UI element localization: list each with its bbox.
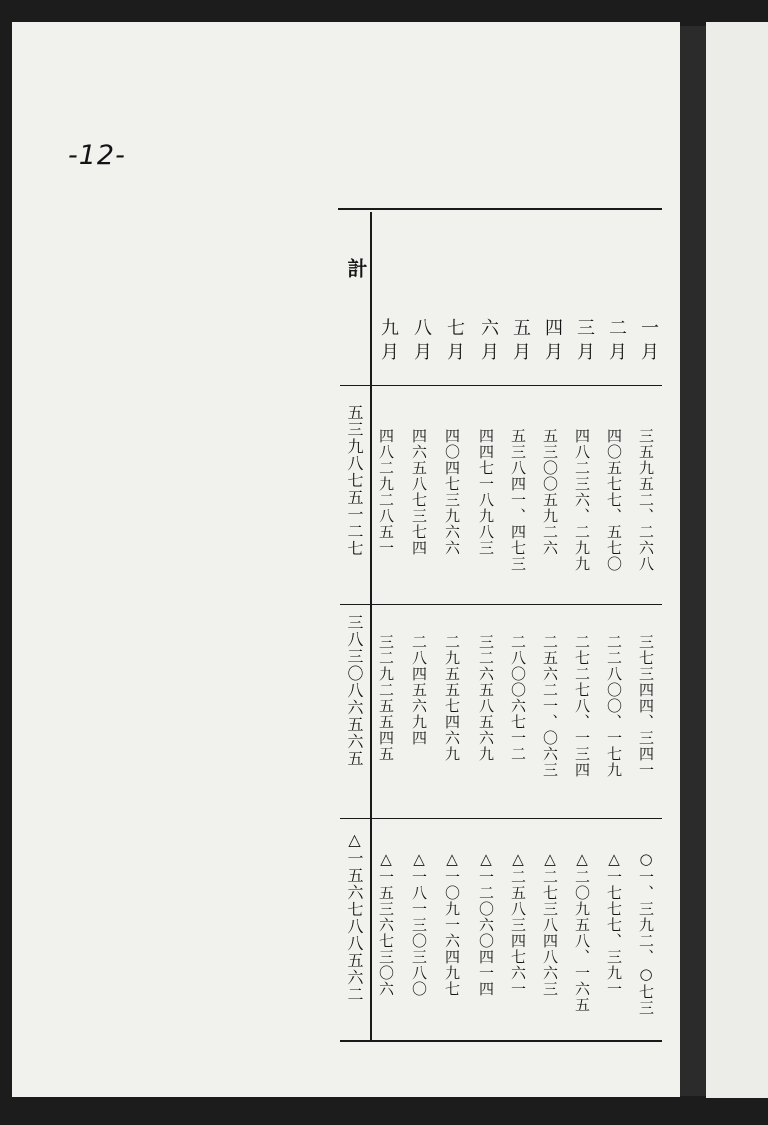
month-label: 九月: [378, 318, 399, 366]
value-cell: △二七三八四八六三: [541, 850, 559, 997]
value-cell: 三二九二五五四五: [377, 634, 395, 762]
month-label: 七月: [444, 318, 465, 366]
value-cell: 二八四五六九四: [410, 634, 428, 746]
value-cell: 二五六二一、〇六三: [541, 634, 559, 778]
month-label: 五月: [510, 318, 531, 366]
table-top-rule: [338, 208, 662, 210]
value-cell: △二〇九五八、一六五: [573, 850, 591, 1013]
value-cell: 二九五五七四六九: [443, 634, 461, 762]
month-label: 三月: [574, 318, 595, 366]
total-cell: 五三九八七五一二七: [345, 404, 364, 557]
total-column-header: 計: [344, 258, 368, 278]
value-cell: 四六五八七三七四: [410, 428, 428, 556]
value-cell: △一二〇六〇四一四: [477, 850, 495, 997]
table-bottom-rule: [340, 1040, 662, 1042]
month-label: 八月: [411, 318, 432, 366]
value-cell: △一八一三〇三八〇: [410, 850, 428, 997]
value-cell: 三五九五二、二六八: [637, 428, 655, 572]
value-cell: 三二六五八五六九: [477, 634, 495, 762]
value-cell: 三七三四四、三四一: [637, 634, 655, 778]
value-cell: 四〇五七七、五七〇: [605, 428, 623, 572]
value-cell: 二二八〇〇、一七九: [605, 634, 623, 778]
value-cell: 四〇四七三九六六: [443, 428, 461, 556]
value-cell: 四八二九二八五一: [377, 428, 395, 556]
section-rule-1: [340, 604, 662, 605]
month-label: 六月: [478, 318, 499, 366]
value-cell: △一五三六七三〇六: [377, 850, 395, 997]
value-cell: 五三〇〇五九二六: [541, 428, 559, 556]
value-cell: △二五八三四七六一: [509, 850, 527, 997]
table-vertical-rule: [370, 212, 372, 1042]
value-cell: △一七七七、三九一: [605, 850, 623, 997]
value-cell: 二七二七八、一三四: [573, 634, 591, 778]
value-cell: 四八二三六、二九九: [573, 428, 591, 572]
section-rule-2: [340, 818, 662, 819]
value-cell: 五三八四一、四七三: [509, 428, 527, 572]
total-cell: 三八三〇八六五六五: [345, 614, 364, 767]
book-spine: [680, 26, 706, 1096]
value-cell: 二八〇〇六七一二: [509, 634, 527, 762]
value-cell: 四四七一八九八三: [477, 428, 495, 556]
month-label: 四月: [542, 318, 563, 366]
month-label: 一月: [638, 318, 659, 366]
adjacent-page-edge: [706, 22, 768, 1098]
value-cell: △一〇九一六四九七: [443, 850, 461, 997]
header-rule: [340, 385, 662, 386]
total-cell: △一五六七八八五六二: [345, 830, 364, 1003]
month-label: 二月: [606, 318, 627, 366]
value-cell: ○一、三九二、○七三: [637, 850, 655, 1016]
page-number: -12-: [68, 140, 126, 171]
